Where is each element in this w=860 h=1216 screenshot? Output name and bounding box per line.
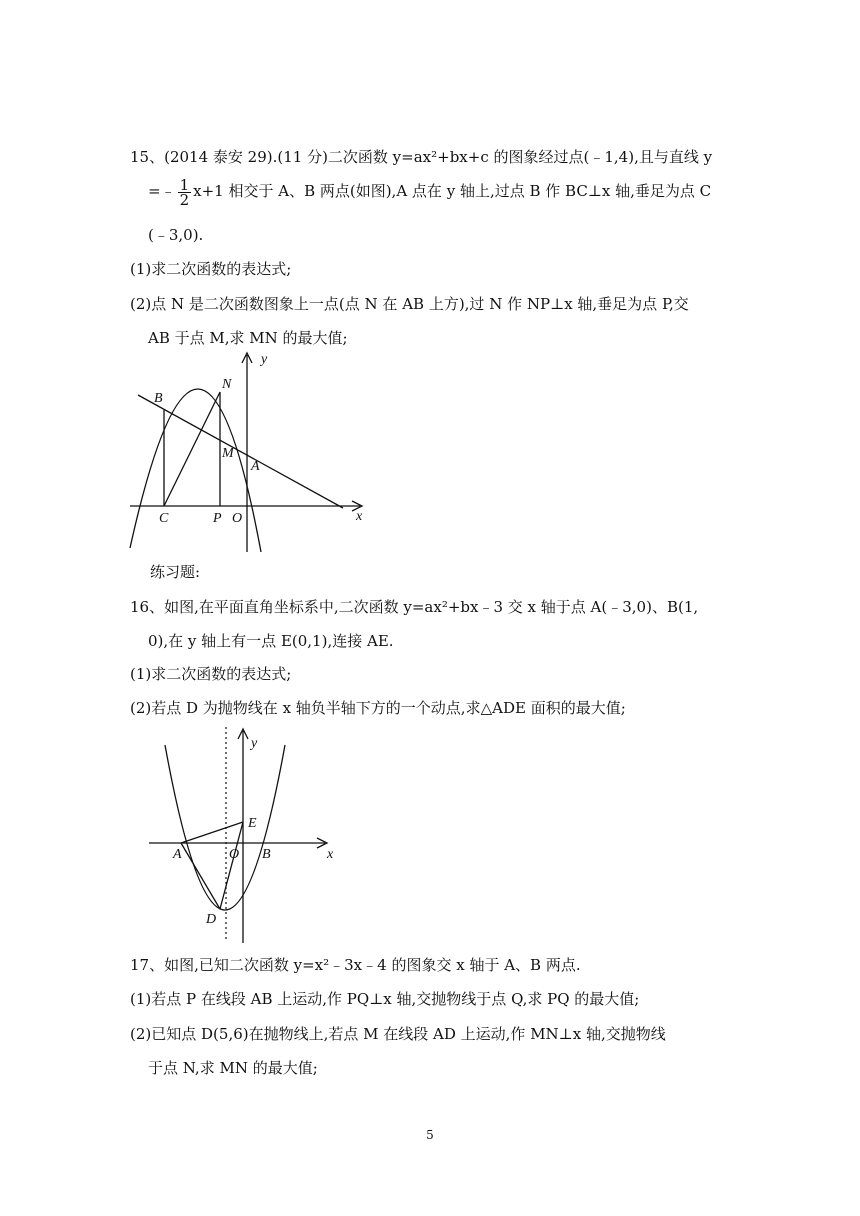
segment-ae — [181, 822, 243, 843]
q17-part2-line1: (2)已知点 D(5,6)在抛物线上,若点 M 在线段 AD 上运动,作 MN⊥x 轴,交抛物线 — [130, 1025, 666, 1043]
parabola — [130, 389, 261, 552]
q17-part1: (1)若点 P 在线段 AB 上运动,作 PQ⊥x 轴,交抛物线于点 Q,求 PQ 的最大值; — [130, 990, 640, 1008]
segment-de — [220, 822, 243, 909]
q15-line2 — [148, 174, 711, 208]
q15-line2-post: x+1 相交于 A、B 两点(如图),A 点在 y 轴上,过点 B 作 BC⊥x 轴,垂足为点 C — [193, 182, 712, 200]
q16-line2: 0),在 y 轴上有一点 E(0,1),连接 AE. — [148, 632, 394, 650]
q17-line1: 17、如图,已知二次函数 y=x²﹣3x﹣4 的图象交 x 轴于 A、B 两点. — [130, 956, 581, 974]
label-o: O — [232, 511, 243, 526]
q15-line1: 15、(2014 泰安 29).(11 分)二次函数 y=ax²+bx+c 的图象经过点(﹣1,4),且与直线 y — [130, 148, 713, 166]
q16-part2: (2)若点 D 为抛物线在 x 轴负半轴下方的一个动点,求△ADE 面积的最大值; — [130, 699, 626, 717]
label-e: E — [248, 816, 257, 831]
label-x: x — [327, 847, 334, 862]
label-x: x — [356, 509, 363, 524]
q16-figure — [145, 725, 345, 945]
label-b: B — [154, 391, 163, 406]
line-ab — [138, 395, 343, 508]
label-n: N — [222, 377, 232, 392]
q15-part1: (1)求二次函数的表达式; — [130, 260, 292, 278]
segment-cn — [164, 392, 220, 506]
practice-heading: 练习题: — [150, 563, 201, 581]
label-p: P — [213, 511, 222, 526]
label-b: B — [262, 847, 271, 862]
label-c: C — [159, 511, 169, 526]
page-number: 5 — [426, 1128, 434, 1142]
label-o: O — [229, 847, 240, 862]
label-y: y — [251, 736, 258, 751]
label-a: A — [173, 847, 182, 862]
label-y: y — [261, 352, 268, 367]
q15-figure — [128, 350, 378, 552]
q15-line3: (﹣3,0). — [148, 226, 204, 244]
q15-part2-line1: (2)点 N 是二次函数图象上一点(点 N 在 AB 上方),过 N 作 NP⊥x 轴,垂足为点 P,交 — [130, 295, 689, 313]
q15-part2-line2: AB 于点 M,求 MN 的最大值; — [148, 329, 348, 347]
fraction-numerator: 1 — [179, 175, 190, 194]
q15-line2-pre: =﹣ — [148, 182, 176, 200]
q16-part1: (1)求二次函数的表达式; — [130, 665, 292, 683]
label-m: M — [222, 446, 234, 461]
segment-ad — [181, 843, 220, 909]
q16-line1: 16、如图,在平面直角坐标系中,二次函数 y=ax²+bx﹣3 交 x 轴于点 A(﹣3,0)、B(1, — [130, 598, 699, 616]
q15-fraction — [178, 175, 192, 209]
label-d: D — [206, 912, 217, 927]
fraction-denominator: 2 — [179, 190, 190, 209]
q17-part2-line2: 于点 N,求 MN 的最大值; — [148, 1059, 318, 1077]
label-a: A — [251, 459, 260, 474]
